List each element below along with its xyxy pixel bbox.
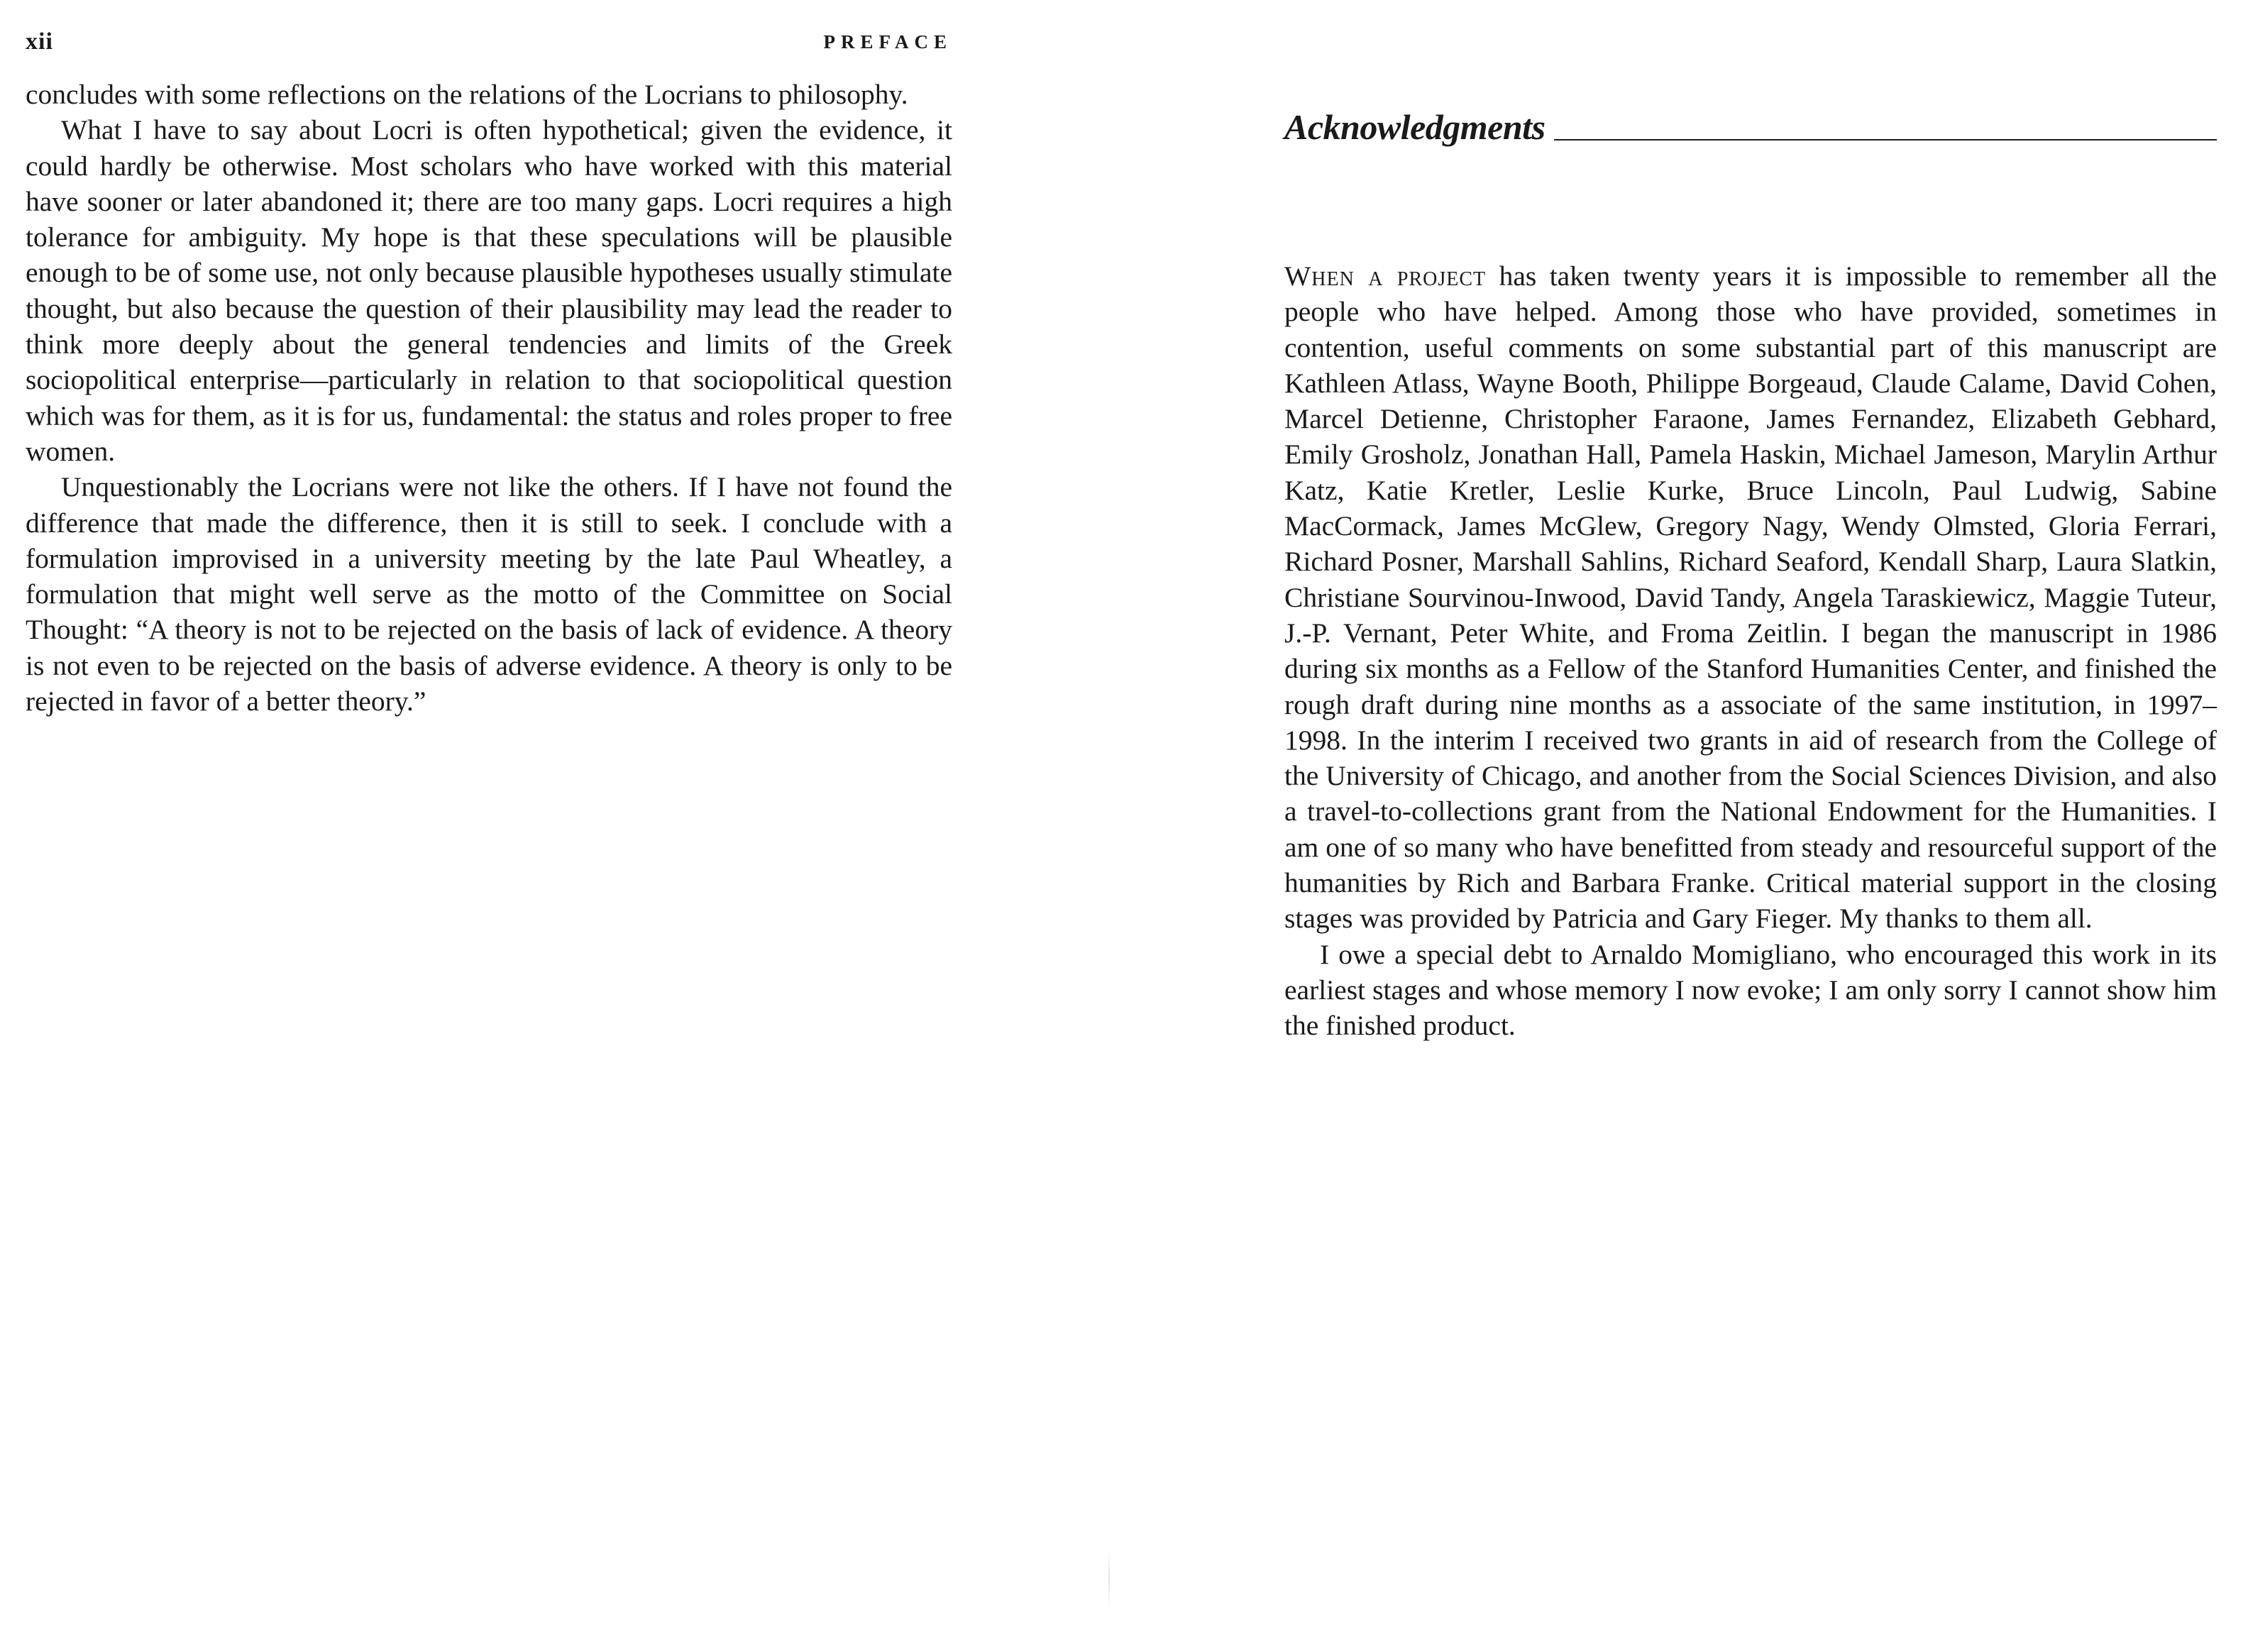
section-title: Acknowledgments xyxy=(1284,107,1546,147)
paragraph xyxy=(1284,258,2217,937)
paragraph: What I have to say about Locri is often hypothetical; given the evidence, it could hardly be otherwise. Most scholars who have worked with this material have sooner or later abandoned it; there are too many gaps. Locri requires a high tolerance for ambiguity. My hope is that these speculations will be plausible enough to be of some use, not only because plausible hypotheses usually stimulate thought, but also because the question of their plausibility may lead the reader to think more deeply about the general tendencies and limits of the Greek sociopolitical enterprise—particularly in relation to that sociopolitical question which was for them, as it is for us, fundamental: the status and roles proper to free women. xyxy=(26,114,952,467)
gutter-shadow xyxy=(1108,1547,1110,1611)
paragraph: concludes with some reflections on the relations of the Locrians to philosophy. xyxy=(26,79,908,110)
paragraph: I owe a special debt to Arnaldo Momigliano, who encouraged this work in its earliest stages and whose memory I now evoke; I am only sorry I cannot show him the finished product. xyxy=(1284,938,2217,1042)
running-head xyxy=(26,28,952,57)
acknowledgments-text xyxy=(1284,258,2217,1044)
paragraph-body: has taken twenty years it is impossible to remember all the people who have helped. Among those who have provided, sometimes in contention, useful comments on some substantial part of this manuscript are Kathleen Atlass, Wayne Booth, Philippe Borgeaud, Claude Calame, David Cohen, Marcel Detienne, Christopher Faraone, James Fernandez, Elizabeth Gebhard, Emily Grosholz, Jonathan Hall, Pamela Haskin, Michael Jameson, Marylin Arthur Katz, Katie Kretler, Leslie Kurke, Bruce Lincoln, Paul Ludwig, Sabine MacCormack, James McGlew, Gregory Nagy, Wendy Olmsted, Gloria Ferrari, Richard Posner, Marshall Sahlins, Richard Seaford, Kendall Sharp, Laura Slatkin, Christiane Sourvinou-Inwood, David Tandy, Angela Taraskiewicz, Maggie Tuteur, J.-P. Vernant, Peter White, and Froma Zeitlin. I began the manuscript in 1986 during six months as a Fellow of the Stanford Humanities Center, and finished the rough draft during nine months as a associate of the same institution, in 1997–1998. In the interim I received two grants in aid of research from the College of the University of Chicago, and another from the Social Sciences Division, and also a travel-to-collections grant from the National Endowment for the Humanities. I am one of so many who have benefitted from steady and resourceful support of the humanities by Rich and Barbara Franke. Critical material support in the closing stages was provided by Patricia and Gary Fieger. My thanks to them all. xyxy=(1284,260,2217,935)
running-title: PREFACE xyxy=(823,31,952,53)
page-number: xii xyxy=(26,28,53,55)
lead-in-smallcaps: When a project xyxy=(1284,260,1487,292)
section-heading xyxy=(1284,106,2217,148)
heading-rule xyxy=(1554,139,2217,141)
preface-text xyxy=(26,77,952,719)
paragraph: Unquestionably the Locrians were not like the others. If I have not found the difference that made the difference, then it is still to seek. I conclude with a formulation improvised in a university meeting by the late Paul Wheatley, a formulation that might well serve as the motto of the Committee on Social Thought: “A theory is not to be rejected on the basis of lack of evidence. A theory is not even to be rejected on the basis of adverse evidence. A theory is only to be rejected in favor of a better theory.” xyxy=(26,471,952,717)
